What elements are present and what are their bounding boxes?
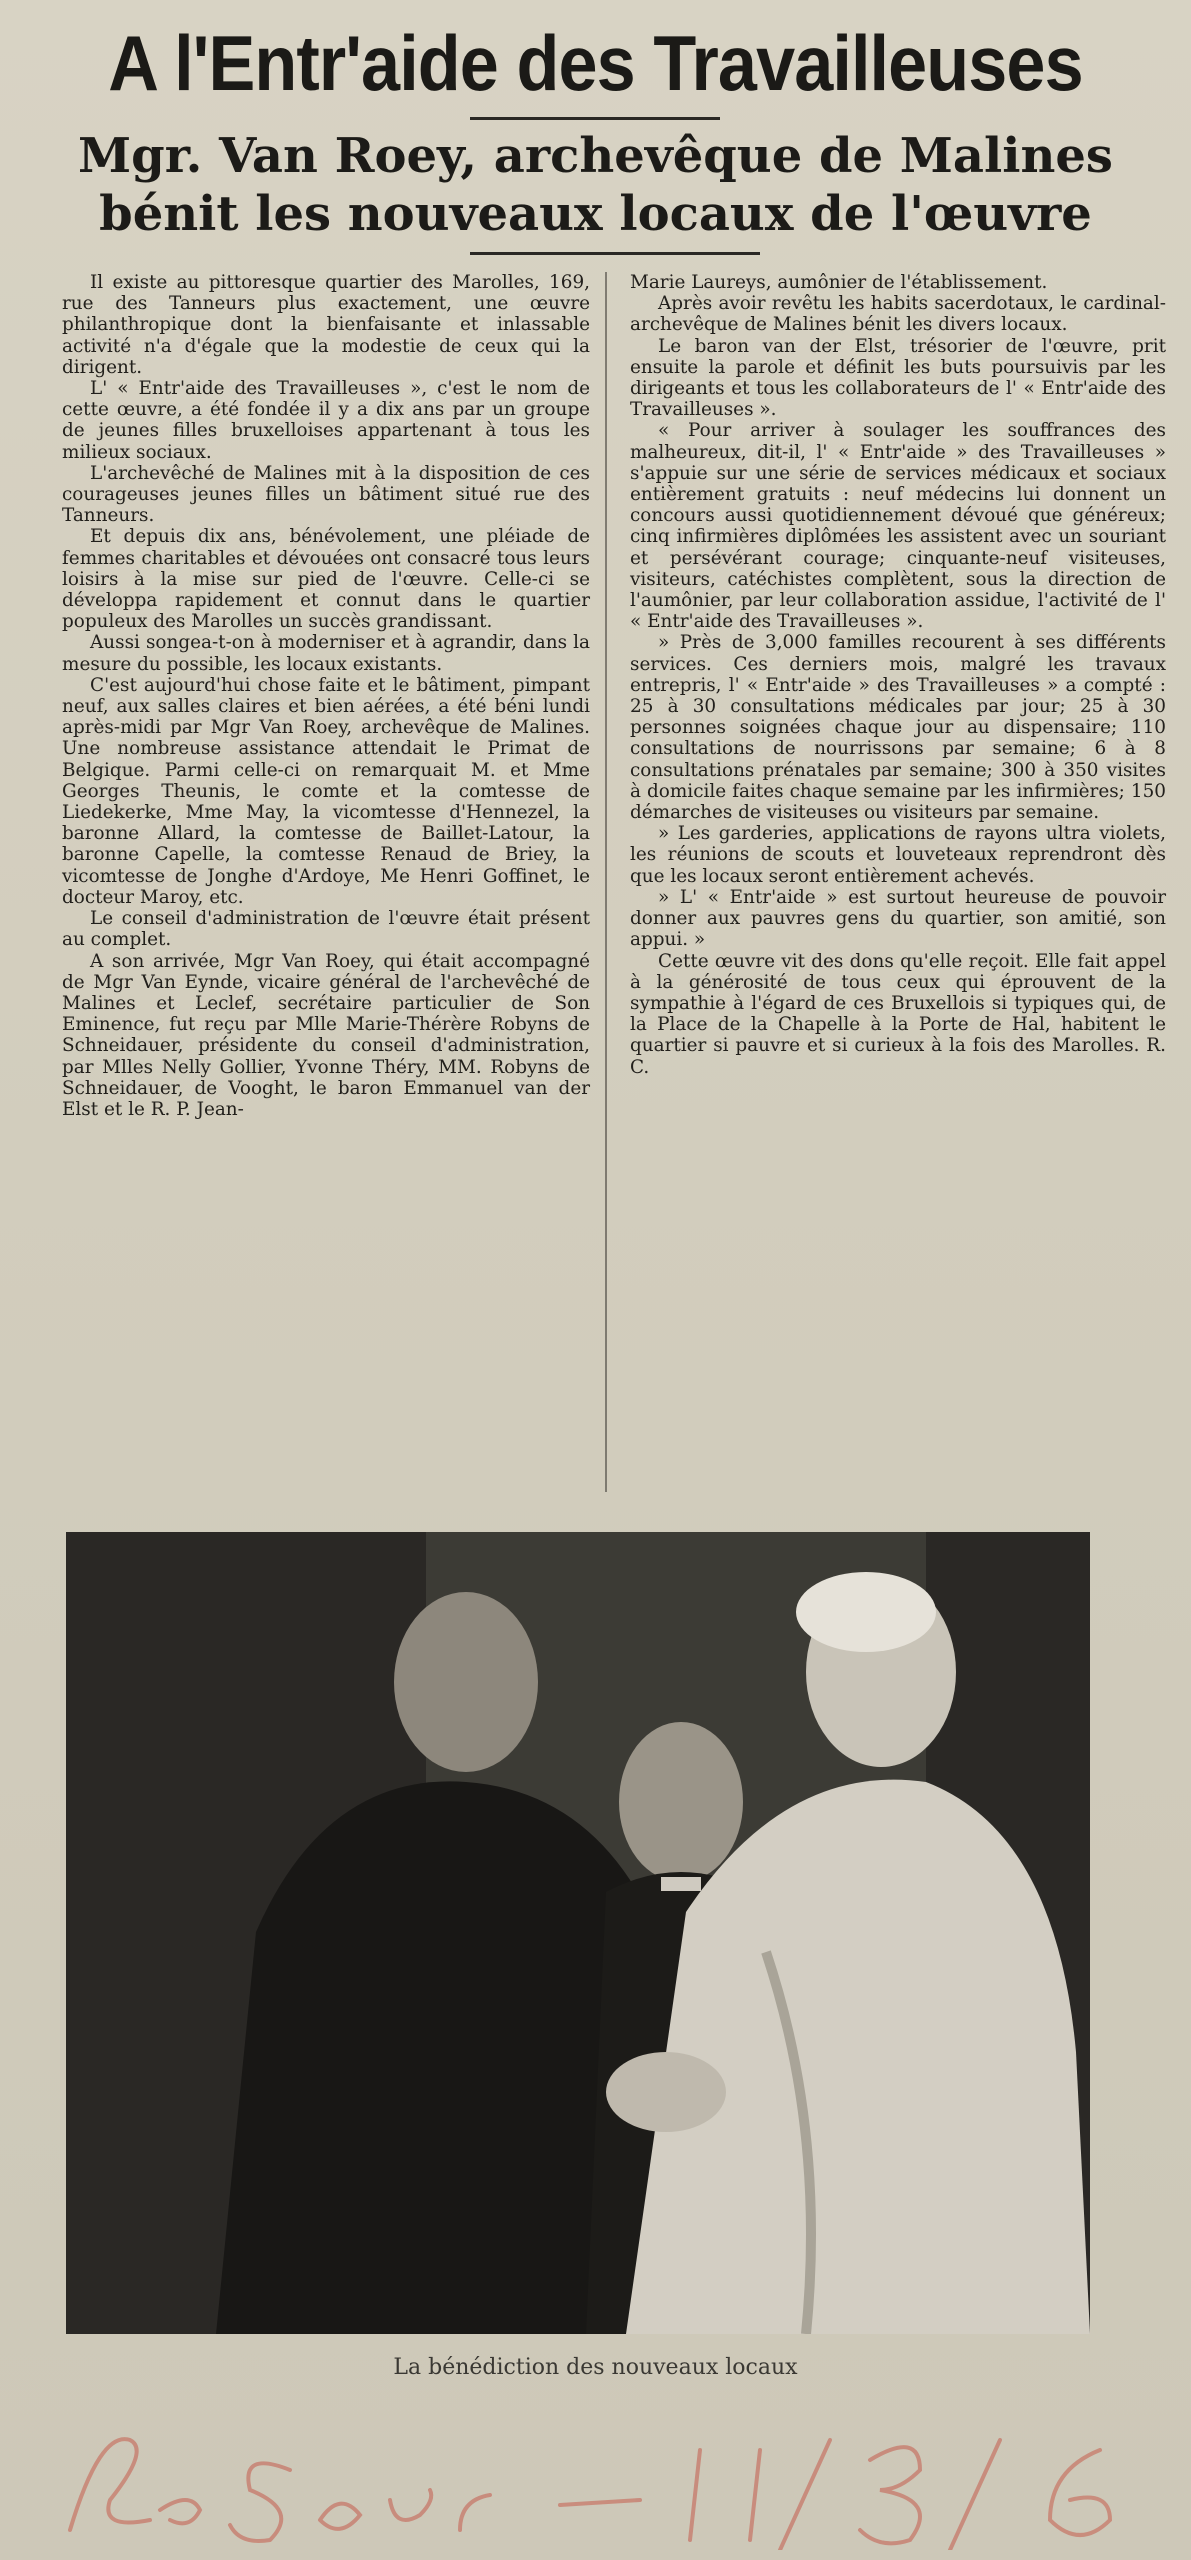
paragraph: C'est aujourd'hui chose faite et le bâtiment, pimpant neuf, aux salles claires et bien aérées, a été béni lundi après-midi par Mgr Van Roey, archevêque de Malines. Une nombreuse assistance attendait le Primat de Belgique. Parmi celle-ci on remarquait M. et Mme Georges Theunis, le comte et la comtesse de Liedekerke, Mme May, la vicomtesse d'Hennezel, la baronne Allard, la comtesse de Baillet-Latour, la baronne Capelle, la comtesse Renaud de Briey, la vicomtesse de Jonghe d'Ardoye, Me Henri Goffinet, le docteur Maroy, etc. <box>62 674 590 908</box>
photo-illustration <box>66 1532 1090 2334</box>
right-column <box>630 272 1166 1078</box>
column-divider <box>605 272 607 1492</box>
paragraph: A son arrivée, Mgr Van Roey, qui était accompagné de Mgr Van Eynde, vicaire général de l'archevêché de Malines et Leclef, secrétaire particulier de Son Eminence, fut reçu par Mlle Marie-Thérère Robyns de Schneidauer, présidente du conseil d'administration, par Mlles Nelly Gollier, Yvonne Théry, MM. Robyns de Schneidauer, de Vooght, le baron Emmanuel van der Elst et le R. P. Jean- <box>62 950 590 1120</box>
paragraph: Cette œuvre vit des dons qu'elle reçoit. Elle fait appel à la générosité de tous ceux qui éprouvent de la sympathie à l'égard de ces Bruxellois si typiques qui, de la Place de la Chapelle à la Porte de Hal, habitent le quartier si pauvre et si curieux à la fois des Marolles. R. C. <box>630 950 1166 1078</box>
paragraph: L'archevêché de Malines mit à la disposition de ces courageuses jeunes filles un bâtiment situé rue des Tanneurs. <box>62 462 590 527</box>
subheadline-line-2: bénit les nouveaux locaux de l'œuvre <box>99 186 1092 242</box>
paragraph: Aussi songea-t-on à moderniser et à agrandir, dans la mesure du possible, les locaux existants. <box>62 632 590 675</box>
paragraph: » Près de 3,000 familles recourent à ses différents services. Ces derniers mois, malgré les travaux entrepris, l' « Entr'aide » des Travailleuses » a compté : 25 à 30 consultations médicales par jour; 25 à 30 personnes soignées chaque jour au dispensaire; 110 consultations de nourrissons par semaine; 6 à 8 consultations prénatales par semaine; 300 à 350 visites à domicile faites chaque semaine par les infirmières; 150 démarches de visiteuses ou visiteurs par semaine. <box>630 632 1166 824</box>
paragraph: Il existe au pittoresque quartier des Marolles, 169, rue des Tanneurs plus exactement, une œuvre philanthropique dont la bienfaisante et inlassable activité n'a d'égale que la modestie de ceux qui la dirigent. <box>62 272 590 378</box>
left-column <box>62 272 590 1120</box>
headline: A l'Entr'aide des Travailleuses <box>108 19 1083 107</box>
handwritten-date-annotation <box>40 2410 1160 2550</box>
paragraph: Après avoir revêtu les habits sacerdotaux, le cardinal-archevêque de Malines bénit les divers locaux. <box>630 293 1166 336</box>
paragraph: Marie Laureys, aumônier de l'établissement. <box>630 272 1048 293</box>
paragraph: L' « Entr'aide des Travailleuses », c'est le nom de cette œuvre, a été fondée il y a dix ans par un groupe de jeunes filles bruxelloises appartenant à tous les milieux sociaux. <box>62 378 590 463</box>
subheadline-line-1: Mgr. Van Roey, archevêque de Malines <box>78 128 1113 184</box>
paragraph: » Les garderies, applications de rayons ultra violets, les réunions de scouts et louveteaux reprendront dès que les locaux seront entièrement achevés. <box>630 823 1166 887</box>
blessing-photo <box>66 1532 1090 2334</box>
paragraph: Le baron van der Elst, trésorier de l'œuvre, prit ensuite la parole et définit les buts poursuivis par les dirigeants et tous les collaborateurs de l' « Entr'aide des Travailleuses ». <box>630 335 1166 421</box>
handwriting-signature <box>40 2410 1160 2550</box>
paragraph: » L' « Entr'aide » est surtout heureuse de pouvoir donner aux pauvres gens du quartier, son amitié, son appui. » <box>630 886 1166 951</box>
photo-caption: La bénédiction des nouveaux locaux <box>393 2355 798 2380</box>
paragraph: Le conseil d'administration de l'œuvre était présent au complet. <box>62 908 590 951</box>
subheadline-rule <box>470 252 760 255</box>
paragraph: Et depuis dix ans, bénévolement, une pléiade de femmes charitables et dévouées ont consacré tous leurs loisirs à la mise sur pied de l'œuvre. Celle-ci se développa rapidement et connut dans le quartier populeux des Marolles un succès grandissant. <box>62 526 590 633</box>
headline-rule <box>470 117 720 120</box>
paragraph: « Pour arriver à soulager les souffrances des malheureux, dit-il, l' « Entr'aide » des Travailleuses » s'appuie sur une série de services médicaux et sociaux entièrement gratuits : neuf médecins lui donnent un concours aussi quotidiennement dévoué que généreux; cinq infirmières diplômées les assistent avec un souriant et persévérant courage; cinquante-neuf visiteuses, visiteurs, catéchistes complètent, sous la direction de l'aumônier, par leur collaboration assidue, l'activité de l' « Entr'aide des Travailleuses ». <box>630 420 1166 633</box>
